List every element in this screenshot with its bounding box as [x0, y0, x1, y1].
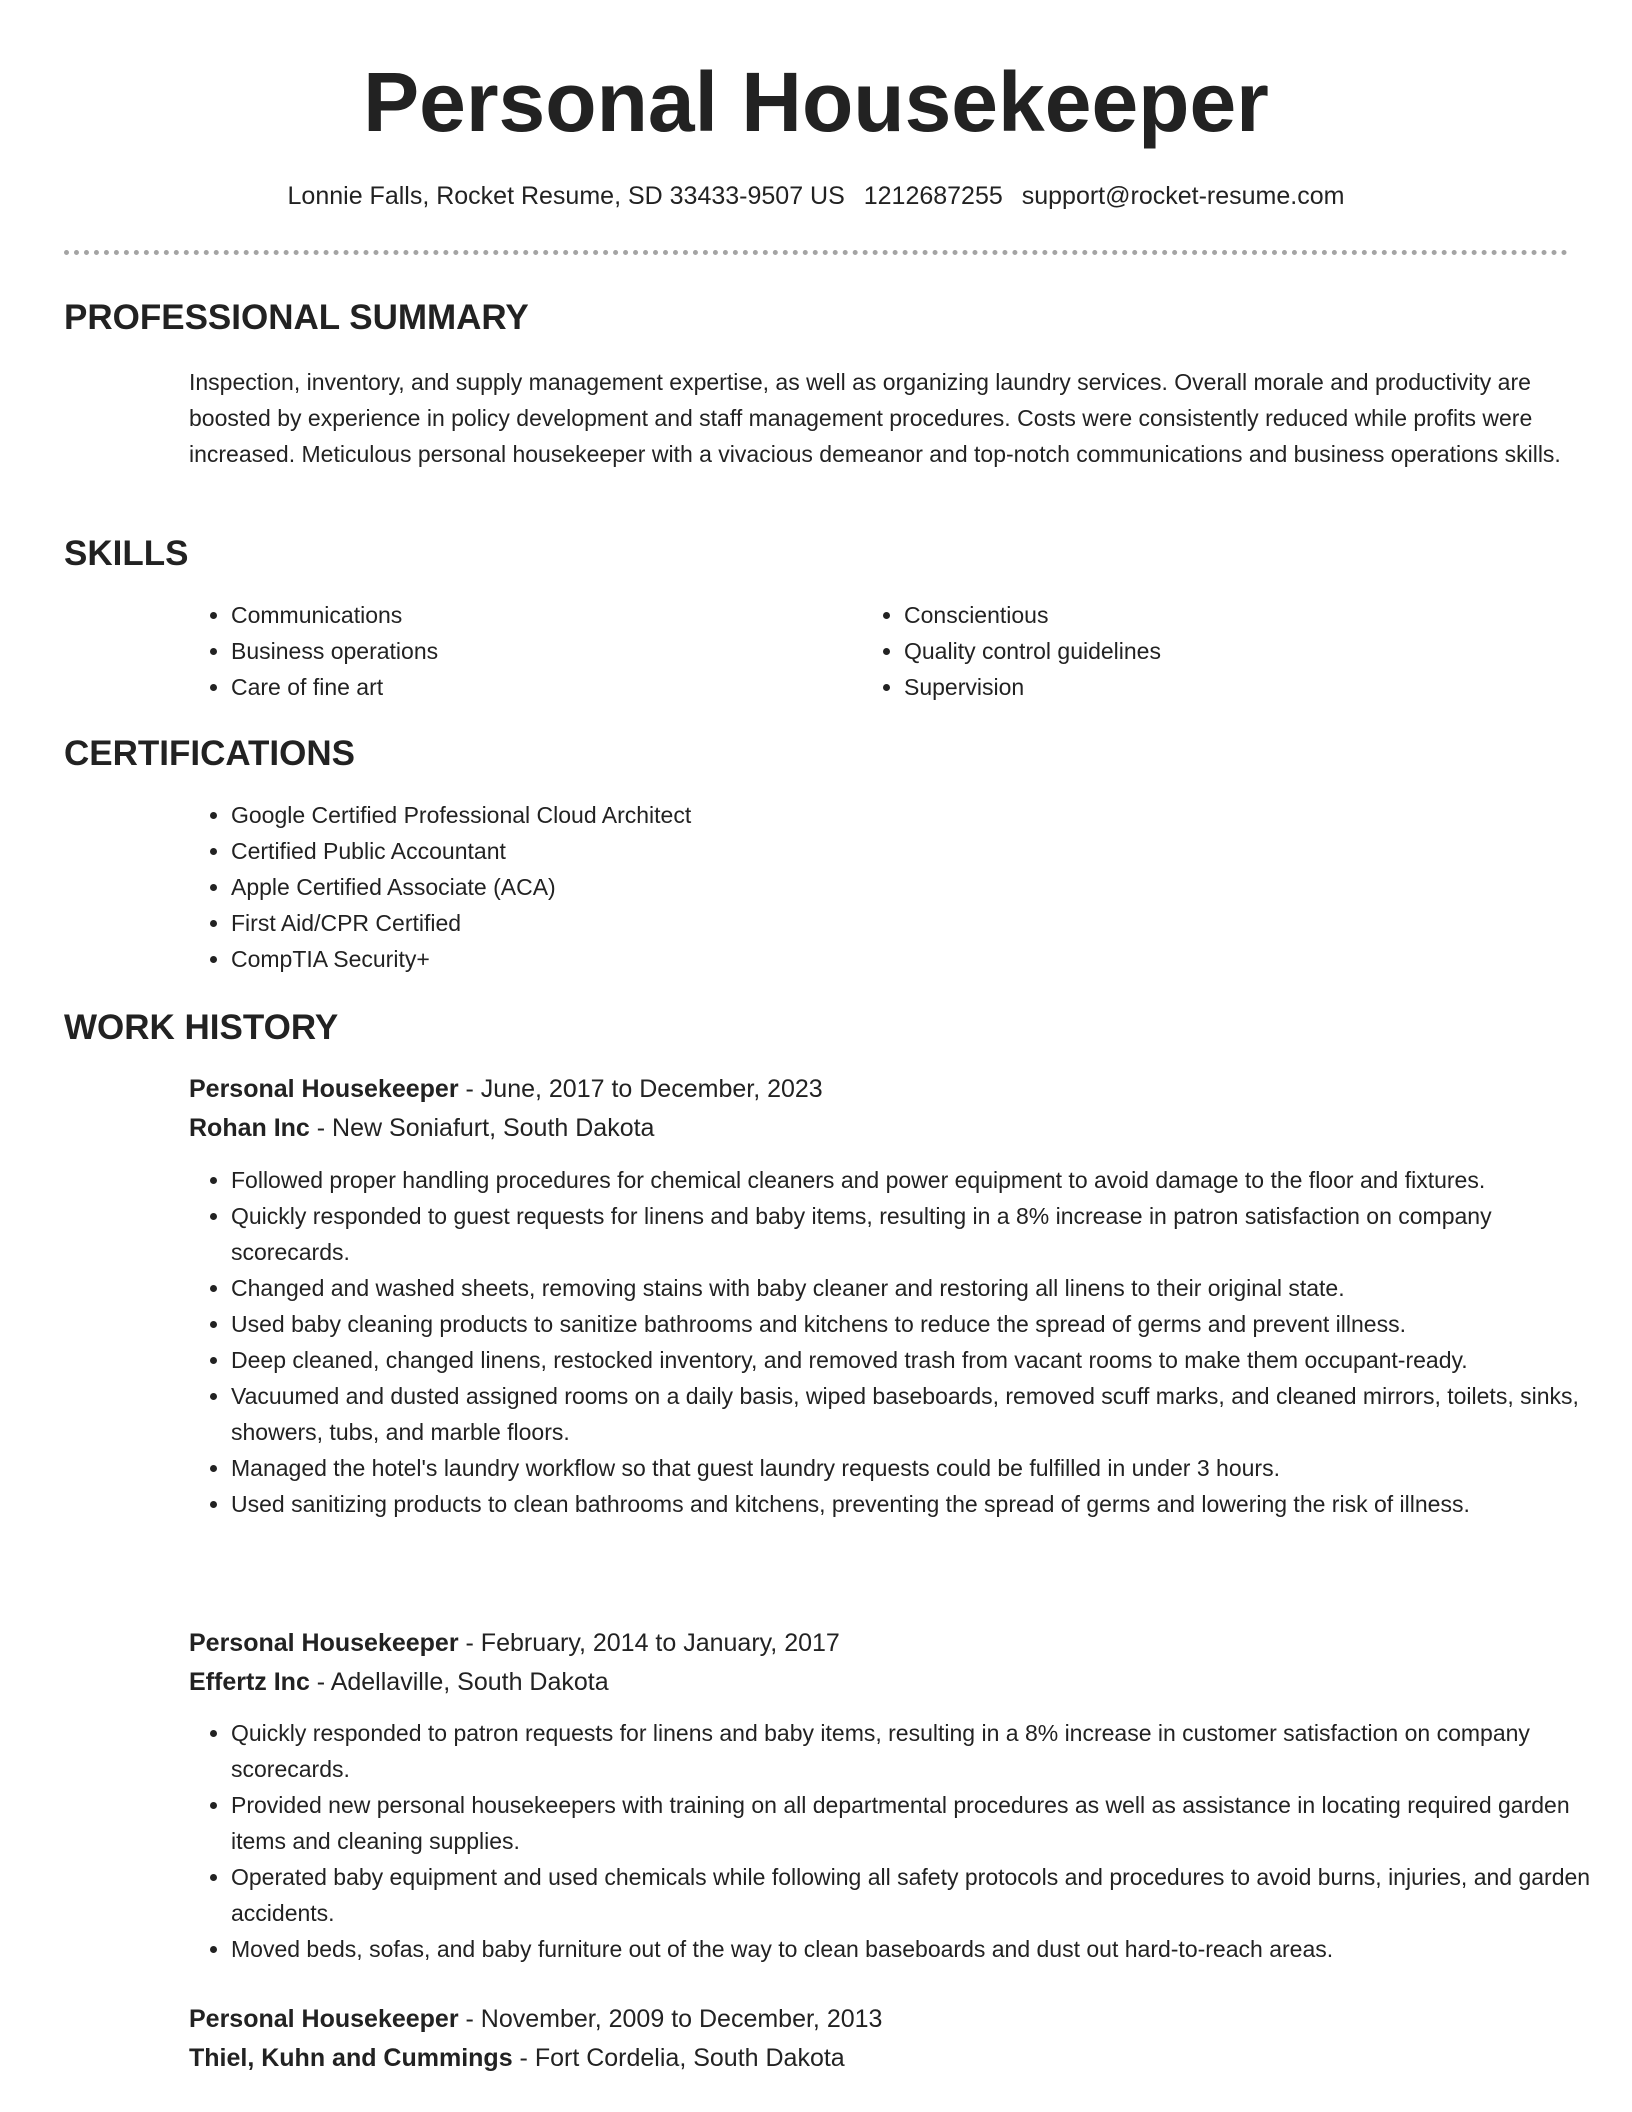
job-bullet: • Quickly responded to guest requests for linens and baby items, resulting in a 8% increase in patron satisfaction on company scorecards.	[231, 1198, 1611, 1270]
job-location: - Adellaville, South Dakota	[309, 1668, 609, 1696]
job-bullet: • Quickly responded to patron requests for linens and baby items, resulting in a 8% increase in customer satisfaction on company scorecards.	[231, 1715, 1611, 1787]
job-bullet: • Provided new personal housekeepers with training on all departmental procedures as well as assistance in locating required garden items and cleaning supplies.	[231, 1787, 1611, 1859]
job-location: - New Soniafurt, South Dakota	[309, 1114, 655, 1142]
skill-item: • Communications	[231, 597, 851, 633]
skill-item: • Quality control guidelines	[904, 633, 1584, 669]
job-bullets	[187, 1162, 1611, 1522]
job-bullet: • Used baby cleaning products to sanitize bathrooms and kitchens to reduce the spread of germs and prevent illness.	[231, 1306, 1611, 1342]
certification-item: • First Aid/CPR Certified	[231, 905, 1531, 941]
job-title-line	[189, 1624, 840, 1662]
job-role: Personal Housekeeper	[189, 2005, 459, 2033]
certification-item: • Apple Certified Associate (ACA)	[231, 869, 1531, 905]
section-title-certifications: CERTIFICATIONS	[64, 734, 356, 773]
job-company-line	[189, 2039, 845, 2077]
job-bullet: • Moved beds, sofas, and baby furniture out of the way to clean baseboards and dust out hard-to-reach areas.	[231, 1931, 1611, 1967]
contact-line	[0, 178, 1632, 214]
job-company: Thiel, Kuhn and Cummings	[189, 2044, 513, 2072]
skill-item: • Care of fine art	[231, 669, 851, 705]
job-location: - Fort Cordelia, South Dakota	[512, 2044, 845, 2072]
skills-list-right	[860, 597, 1584, 705]
job-bullet: • Deep cleaned, changed linens, restocked inventory, and removed trash from vacant rooms to make them occupant-ready.	[231, 1342, 1611, 1378]
summary-text: Inspection, inventory, and supply management expertise, as well as organizing laundry services. Overall morale and productivity are boosted by experience in policy development and staff management procedures. Costs were consistently reduced while profits were increased. Meticulous personal housekeeper with a vivacious demeanor and top-notch communications and business operations skills.	[189, 369, 1561, 467]
job-bullet: • Used sanitizing products to clean bathrooms and kitchens, preventing the spread of germs and lowering the risk of illness.	[231, 1486, 1611, 1522]
skills-list-left	[187, 597, 851, 705]
job-company-line	[189, 1663, 609, 1701]
job-bullet: • Followed proper handling procedures for chemical cleaners and power equipment to avoid damage to the floor and fixtures.	[231, 1162, 1611, 1198]
job-company-line	[189, 1109, 654, 1147]
job-company: Rohan Inc	[189, 1114, 310, 1142]
skill-item: • Business operations	[231, 633, 851, 669]
job-bullets	[187, 1715, 1611, 1967]
job-title-line	[189, 1070, 823, 1108]
job-bullet: • Changed and washed sheets, removing stains with baby cleaner and restoring all linens to their original state.	[231, 1270, 1611, 1306]
job-role: Personal Housekeeper	[189, 1629, 459, 1657]
header-divider	[64, 250, 1568, 255]
contact-phone: 1212687255	[863, 182, 1003, 210]
certification-item: • Certified Public Accountant	[231, 833, 1531, 869]
contact-email: support@rocket-resume.com	[1021, 182, 1345, 210]
resume-name: Personal Housekeeper	[363, 55, 1269, 149]
certifications-list	[187, 797, 1531, 977]
certification-item: • Google Certified Professional Cloud Architect	[231, 797, 1531, 833]
job-title-line	[189, 2000, 882, 2038]
certification-item: • CompTIA Security+	[231, 941, 1531, 977]
section-title-skills: SKILLS	[64, 534, 189, 573]
job-bullet: • Vacuumed and dusted assigned rooms on a daily basis, wiped baseboards, removed scuff marks, and cleaned mirrors, toilets, sinks, showers, tubs, and marble floors.	[231, 1378, 1611, 1450]
job-dates: - November, 2009 to December, 2013	[458, 2005, 883, 2033]
job-dates: - June, 2017 to December, 2023	[458, 1075, 823, 1103]
section-title-work-history: WORK HISTORY	[64, 1008, 339, 1047]
job-dates: - February, 2014 to January, 2017	[458, 1629, 840, 1657]
skill-item: • Supervision	[904, 669, 1584, 705]
job-bullet: • Managed the hotel's laundry workflow so that guest laundry requests could be fulfilled in under 3 hours.	[231, 1450, 1611, 1486]
section-title-summary: PROFESSIONAL SUMMARY	[64, 298, 529, 337]
job-company: Effertz Inc	[189, 1668, 310, 1696]
job-role: Personal Housekeeper	[189, 1075, 459, 1103]
skill-item: • Conscientious	[904, 597, 1584, 633]
job-bullet: • Operated baby equipment and used chemicals while following all safety protocols and procedures to avoid burns, injuries, and garden accidents.	[231, 1859, 1611, 1931]
contact-address: Lonnie Falls, Rocket Resume, SD 33433-9507 US	[287, 182, 845, 210]
